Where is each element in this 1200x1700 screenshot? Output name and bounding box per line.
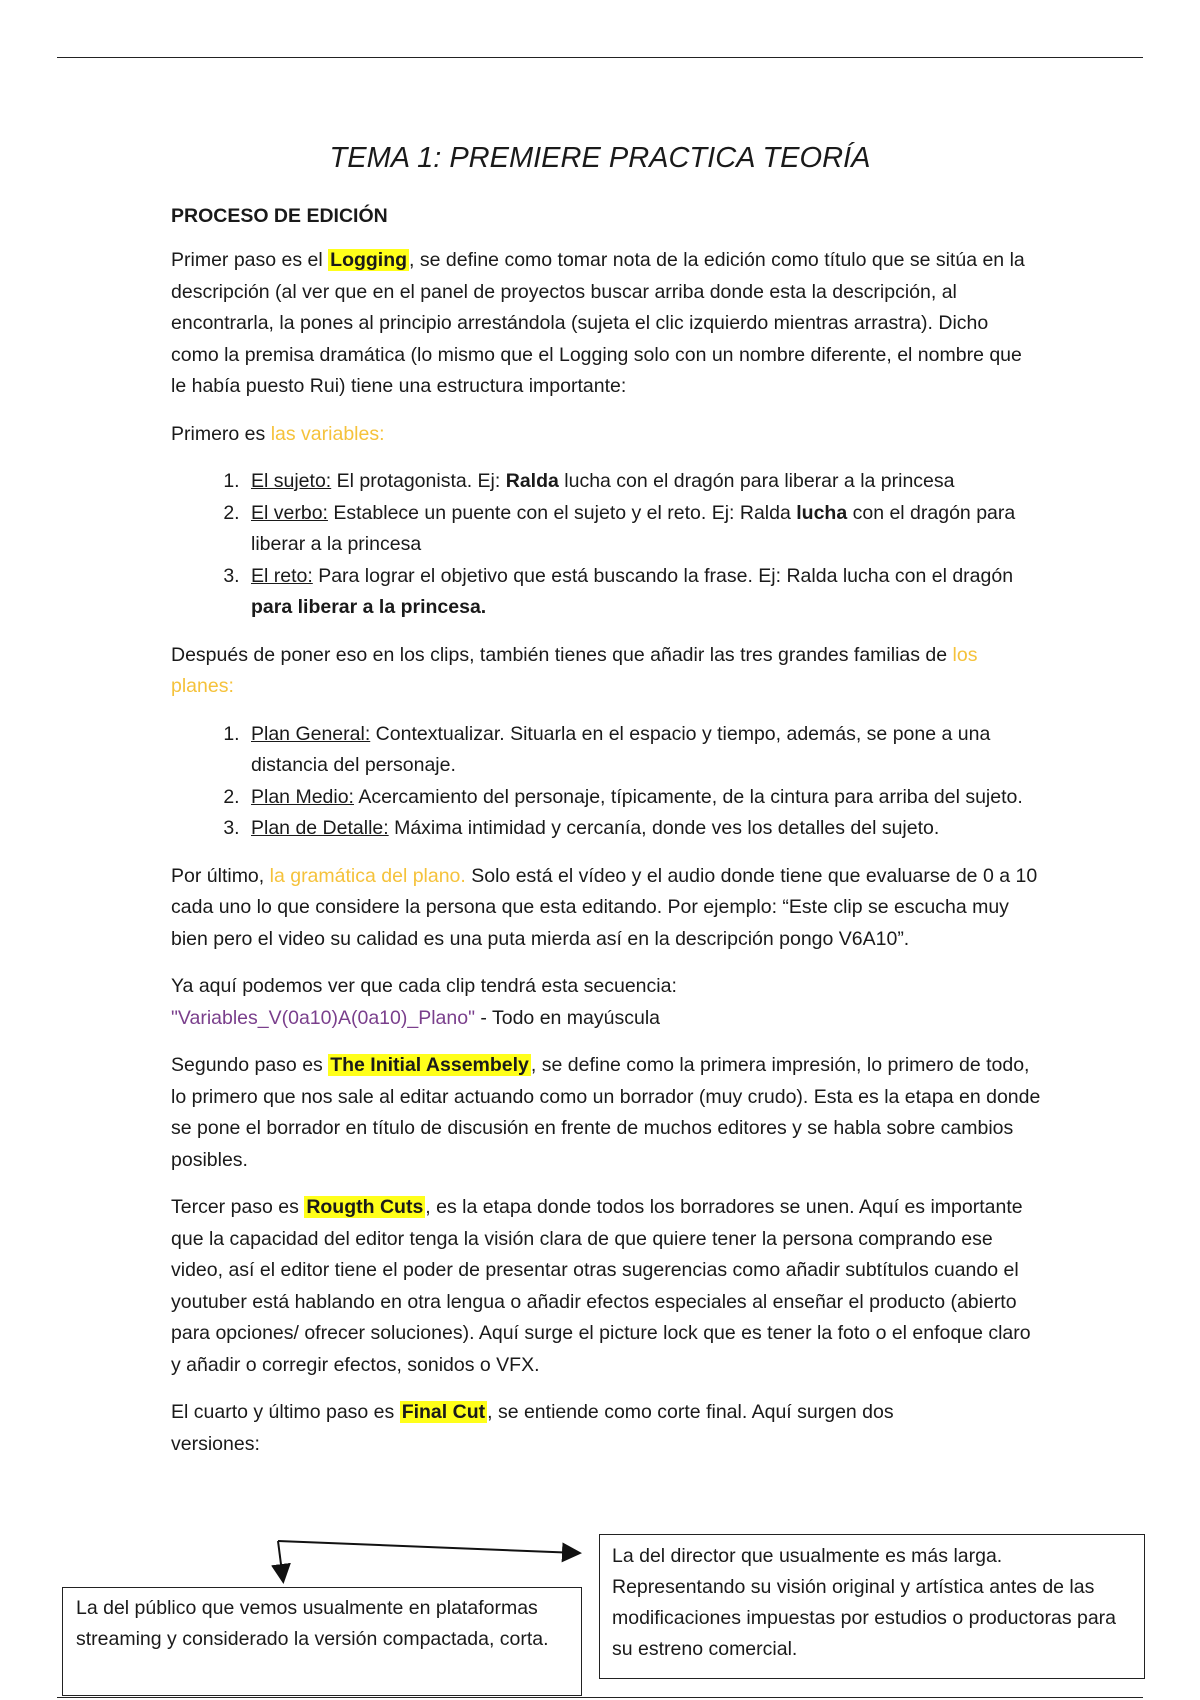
highlight-initial-assembly: The Initial Assembely [330, 1054, 529, 1076]
colored-gramatica: la gramática del plano. [269, 864, 466, 887]
bold-text: para liberar a la princesa. [251, 596, 487, 618]
page-title: TEMA 1: PREMIERE PRACTICA TEORÍA [329, 142, 871, 174]
list-item-term: Plan de Detalle: [251, 817, 389, 839]
list-item-term: El sujeto: [251, 470, 332, 492]
text: , se define como la primera impresión, lo primero de todo, lo primero que nos sale al editar actuando como un borrador (muy crudo). Esta es la etapa en donde se pone el borrador en título de discusión en frente de muchos editores y se habla sobre cambios posibles. [171, 1054, 1041, 1171]
text: Máxima intimidad y cercanía, donde ves los detalles del sujeto. [388, 817, 940, 839]
text: Contextualizar. Situarla en el espacio y tiempo, además, se pone a una distancia del personaje. [251, 722, 991, 776]
text: El cuarto y último paso es [171, 1401, 400, 1423]
text: con el dragón para liberar a la princesa [251, 501, 1016, 555]
text: Primer paso es el [171, 249, 329, 271]
text: , se entiende como corte final. Aquí surgen dos [487, 1401, 894, 1423]
text: , se define como tomar nota de la edición como título que se sitúa en la descripción (al ver que en el panel de proyectos buscar arriba donde esta la descripción, al encontrarla, la pones al principio arrestándola (sujeta el clic izquierdo mientras arrastra). Dicho como la premisa dramática (lo mismo que el Logging solo con un nombre diferente, el nombre que le había puesto Rui) tiene una estructura importante: [171, 249, 1025, 397]
section-heading: PROCESO DE EDICIÓN [171, 205, 388, 227]
highlight-final-cut: Final Cut [401, 1401, 486, 1423]
text: Solo está el vídeo y el audio donde tiene que evaluarse de 0 a 10 cada uno lo que considere la persona que esta editando. Por ejemplo: “Este clip se escucha muy bien pero el video su calidad es una puta mierda así en la descripción pongo V6A10”. [171, 864, 1038, 950]
text: Por último, [171, 864, 270, 887]
text: Segundo paso es [171, 1054, 329, 1076]
bold-text: Ralda [505, 470, 559, 492]
text: - Todo en mayúscula [475, 1006, 661, 1029]
text: Para lograr el objetivo que está buscando la frase. Ej: Ralda lucha con el dragón [312, 564, 1014, 587]
colored-variables: las variables: [270, 422, 385, 445]
text: , es la etapa donde todos los borradores se unen. Aquí es importante que la capacidad del editor tenga la visión clara de que quiere tener la persona comprando ese video, así el editor tiene el poder de presentar otras sugerencias como añadir subtítulos cuando el youtuber está hablando en otra lengua o añadir efectos especiales al enseñar el producto (abierto para opciones/ ofrecer soluciones). Aquí surge el picture lock que es tener la foto o el enfoque claro y añadir o corregir efectos, sonidos o VFX. [171, 1196, 1031, 1376]
text: El protagonista. Ej: [331, 470, 506, 492]
text: Ya aquí podemos ver que cada clip tendrá esta secuencia: [171, 975, 677, 997]
highlight-rough-cuts: Rougth Cuts [306, 1196, 424, 1218]
list-item-term: El reto: [251, 564, 313, 587]
text: lucha con el dragón para liberar a la princesa [558, 470, 955, 492]
text: versiones: [171, 1432, 260, 1455]
arrow-to-public-box [278, 1541, 283, 1580]
arrow-to-director-box [278, 1541, 578, 1553]
sequence-code: "Variables_V(0a10)A(0a10)_Plano" [171, 1006, 476, 1029]
bold-text: lucha [796, 501, 848, 524]
colored-planes: los planes: [171, 643, 978, 697]
text: Después de poner eso en los clips, también tienes que añadir las tres grandes familias de [171, 643, 953, 666]
text: Primero es [171, 422, 271, 445]
highlight-logging: Logging [330, 249, 408, 271]
director-version-box: La del director que usualmente es más larga. Representando su visión original y artística antes de las modificaciones impuestas por estudios o productoras para su estreno comercial. [599, 1534, 1145, 1679]
list-item-term: El verbo: [251, 501, 328, 524]
list-item-term: Plan Medio: [251, 785, 354, 808]
bottom-rule [57, 1697, 1143, 1698]
public-version-box: La del público que vemos usualmente en plataformas streaming y considerado la versión compactada, corta. [62, 1587, 582, 1696]
text: Acercamiento del personaje, típicamente, de la cintura para arriba del sujeto. [353, 785, 1023, 808]
list-item-term: Plan General: [251, 722, 371, 745]
text: Tercer paso es [171, 1196, 305, 1218]
text: Establece un puente con el sujeto y el reto. Ej: Ralda [327, 501, 797, 524]
